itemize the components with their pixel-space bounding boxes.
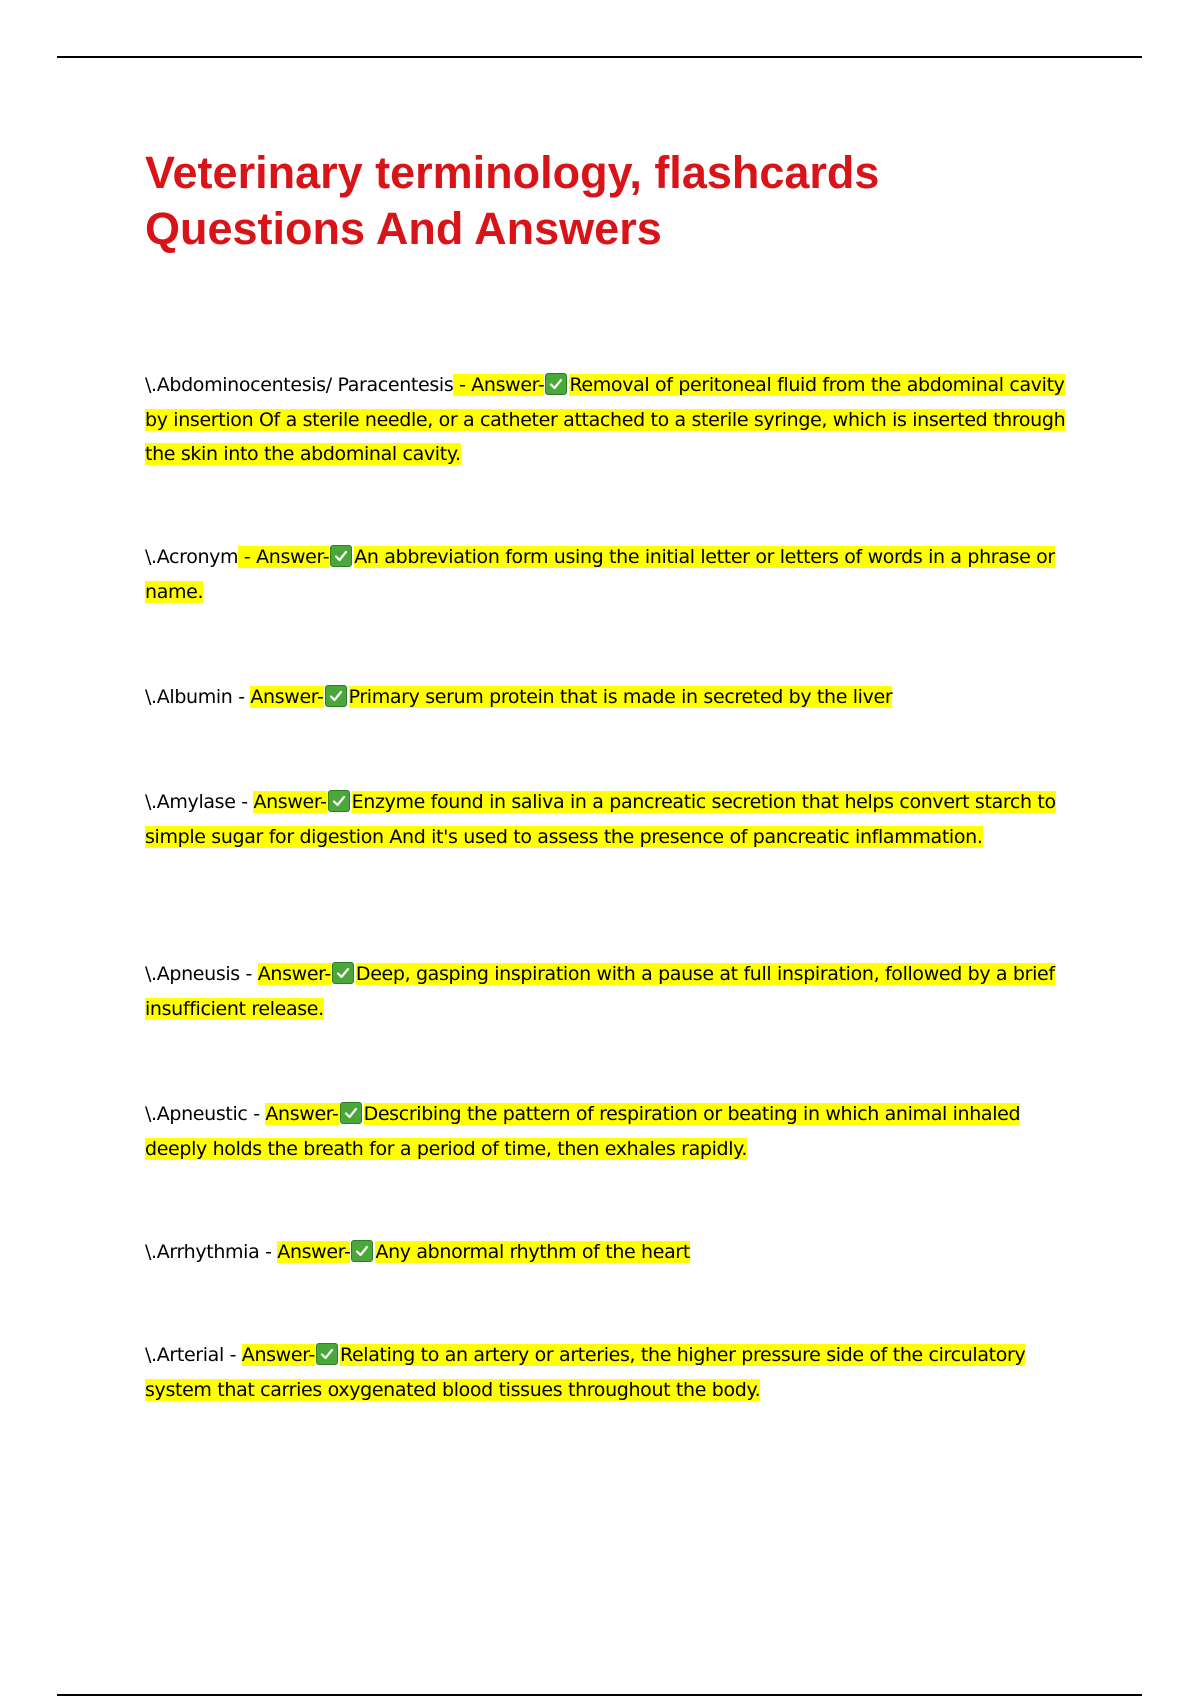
separator: - bbox=[259, 1241, 278, 1263]
check-mark-icon bbox=[325, 685, 347, 707]
definition: Primary serum protein that is made in secreted by the liver bbox=[348, 686, 893, 708]
definition: Deep, gasping inspiration with a pause at full inspiration, followed by a brief insufficient release. bbox=[145, 963, 1055, 1020]
term: \.Albumin bbox=[145, 686, 233, 708]
separator: - bbox=[239, 963, 258, 985]
check-mark-icon bbox=[340, 1102, 362, 1124]
bottom-rule bbox=[57, 1694, 1142, 1696]
definition: Relating to an artery or arteries, the higher pressure side of the circulatory system that carries oxygenated blood tissues throughout the body. bbox=[145, 1344, 1026, 1401]
top-rule bbox=[57, 56, 1142, 58]
term: \.Arrhythmia bbox=[145, 1241, 260, 1263]
separator: - bbox=[232, 686, 251, 708]
flashcard-entry bbox=[145, 680, 1080, 715]
flashcard-entry bbox=[145, 785, 1080, 854]
answer-label: Answer- bbox=[256, 546, 330, 568]
definition: Enzyme found in saliva in a pancreatic secretion that helps convert starch to simple sugar for digestion And it's used to assess the presence of pancreatic inflammation. bbox=[145, 791, 1056, 848]
definition: Any abnormal rhythm of the heart bbox=[375, 1241, 690, 1263]
definition: Describing the pattern of respiration or beating in which animal inhaled deeply holds the breath for a period of time, then exhales rapidly. bbox=[145, 1103, 1021, 1160]
separator: - bbox=[238, 546, 257, 568]
document-title bbox=[145, 145, 1085, 257]
check-mark-icon bbox=[545, 373, 567, 395]
answer-label: Answer- bbox=[250, 686, 324, 708]
title-line-2: Questions And Answers bbox=[145, 203, 662, 254]
flashcard-entry bbox=[145, 540, 1080, 609]
flashcard-entry bbox=[145, 1235, 1080, 1270]
answer-label: Answer- bbox=[277, 1241, 351, 1263]
term: \.Apneustic bbox=[145, 1103, 248, 1125]
flashcard-entry bbox=[145, 1338, 1080, 1407]
separator: - bbox=[235, 791, 254, 813]
answer-label: Answer- bbox=[241, 1344, 315, 1366]
check-mark-icon bbox=[316, 1343, 338, 1365]
definition: An abbreviation form using the initial letter or letters of words in a phrase or name. bbox=[145, 546, 1055, 603]
check-mark-icon bbox=[330, 545, 352, 567]
answer-label: Answer- bbox=[471, 374, 545, 396]
term: \.Apneusis bbox=[145, 963, 240, 985]
term: \.Abdominocentesis/ Paracentesis bbox=[145, 374, 454, 396]
separator: - bbox=[453, 374, 472, 396]
flashcard-entry bbox=[145, 1097, 1080, 1166]
term: \.Acronym bbox=[145, 546, 239, 568]
separator: - bbox=[247, 1103, 266, 1125]
term: \.Amylase bbox=[145, 791, 236, 813]
term: \.Arterial bbox=[145, 1344, 224, 1366]
answer-label: Answer- bbox=[265, 1103, 339, 1125]
flashcard-entry bbox=[145, 368, 1080, 472]
flashcard-entry bbox=[145, 957, 1080, 1026]
title-line-1: Veterinary terminology, flashcards bbox=[145, 147, 880, 198]
check-mark-icon bbox=[351, 1240, 373, 1262]
check-mark-icon bbox=[328, 790, 350, 812]
check-mark-icon bbox=[332, 962, 354, 984]
definition: Removal of peritoneal fluid from the abdominal cavity by insertion Of a sterile needle, or a catheter attached to a sterile syringe, which is inserted through the skin into the abdominal cavity. bbox=[145, 374, 1066, 465]
separator: - bbox=[223, 1344, 242, 1366]
answer-label: Answer- bbox=[253, 791, 327, 813]
answer-label: Answer- bbox=[257, 963, 331, 985]
